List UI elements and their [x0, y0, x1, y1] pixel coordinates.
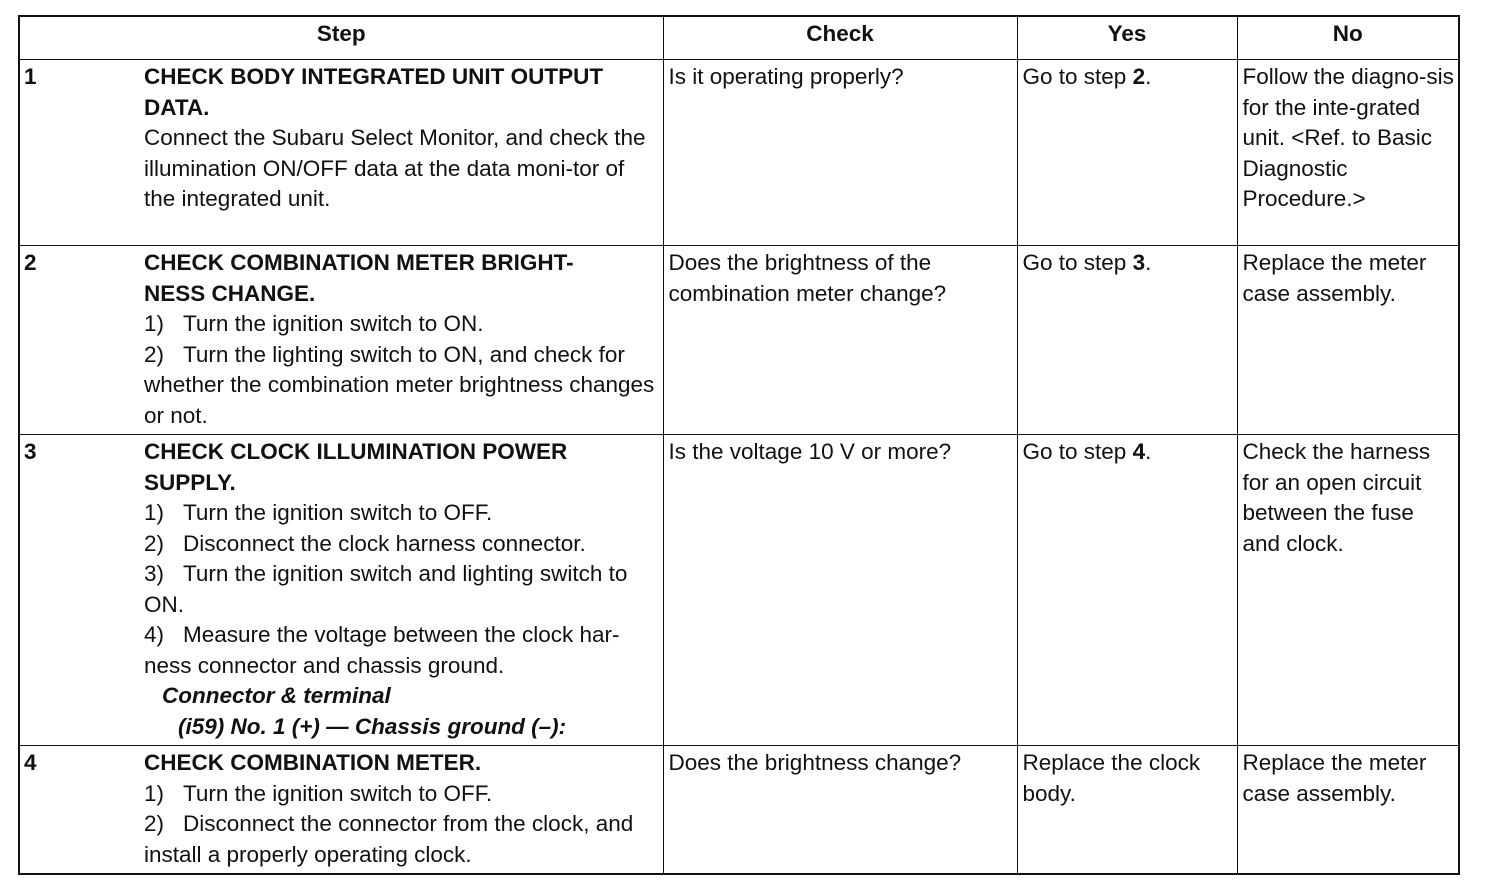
yes-cell: Go to step 3. [1017, 246, 1237, 435]
no-cell: Replace the meter case assembly. [1237, 746, 1459, 875]
no-cell: Follow the diagno-sis for the inte-grated unit. <Ref. to Basic Diagnostic Procedure.> [1237, 60, 1459, 246]
header-no: No [1237, 16, 1459, 60]
substep: 4) Measure the voltage between the clock har-ness connector and chassis ground. [144, 622, 620, 678]
check-cell: Does the brightness change? [663, 746, 1017, 875]
table-row [19, 435, 1459, 746]
substep: 1) Turn the ignition switch to OFF. [144, 500, 493, 525]
step-title: CHECK COMBINATION METER BRIGHT- NESS CHANGE. [144, 250, 574, 306]
yes-cell: Replace the clock body. [1017, 746, 1237, 875]
step-reference: 4 [1132, 439, 1146, 464]
table-row [19, 246, 1459, 435]
check-cell: Does the brightness of the combination meter change? [663, 246, 1017, 435]
substep: 1) Turn the ignition switch to OFF. [144, 780, 493, 806]
step-title: CHECK CLOCK ILLUMINATION POWER SUPPLY. [144, 439, 568, 495]
check-cell: Is it operating properly? [663, 60, 1017, 246]
no-cell: Replace the meter case assembly. [1237, 246, 1459, 435]
step-number: 4 [24, 750, 37, 775]
no-cell: Check the harness for an open circuit between the fuse and clock. [1237, 435, 1459, 746]
yes-cell: Go to step 2. [1017, 60, 1237, 246]
step-title: CHECK BODY INTEGRATED UNIT OUTPUT DATA. [144, 64, 604, 120]
substep: 2) Disconnect the clock harness connector. [144, 530, 586, 556]
yes-cell: Go to step 4. [1017, 435, 1237, 746]
step-reference: 3 [1132, 250, 1146, 275]
step-cell [19, 246, 663, 435]
step-number: 3 [24, 439, 37, 464]
substep: 1) Turn the ignition switch to ON. [144, 311, 484, 336]
step-cell [19, 746, 663, 875]
connector-terminal: (i59) No. 1 (+) — Chassis ground (–): [178, 713, 567, 739]
step-cell [19, 435, 663, 746]
substep: 3) Turn the ignition switch and lighting switch to ON. [144, 561, 628, 617]
step-number: 1 [24, 64, 37, 89]
table-row [19, 60, 1459, 246]
substep: 2) Disconnect the connector from the clock, and install a properly operating clock. [144, 811, 634, 867]
step-cell [19, 60, 663, 246]
step-title: CHECK COMBINATION METER. [144, 750, 482, 775]
check-cell: Is the voltage 10 V or more? [663, 435, 1017, 746]
step-reference: 2 [1132, 64, 1146, 89]
header-yes: Yes [1017, 16, 1237, 60]
header-step: Step [19, 16, 663, 60]
step-number: 2 [24, 250, 37, 275]
table-row [19, 746, 1459, 875]
connector-label: Connector & terminal [162, 683, 391, 708]
diagnostic-table [18, 15, 1460, 875]
substep: 2) Turn the lighting switch to ON, and check for whether the combination meter brightness changes or not. [144, 341, 655, 428]
header-check: Check [663, 16, 1017, 60]
table-header-row [19, 16, 1459, 60]
step-instructions: Connect the Subaru Select Monitor, and check the illumination ON/OFF data at the data moni-tor of the integrated unit. [144, 125, 646, 211]
